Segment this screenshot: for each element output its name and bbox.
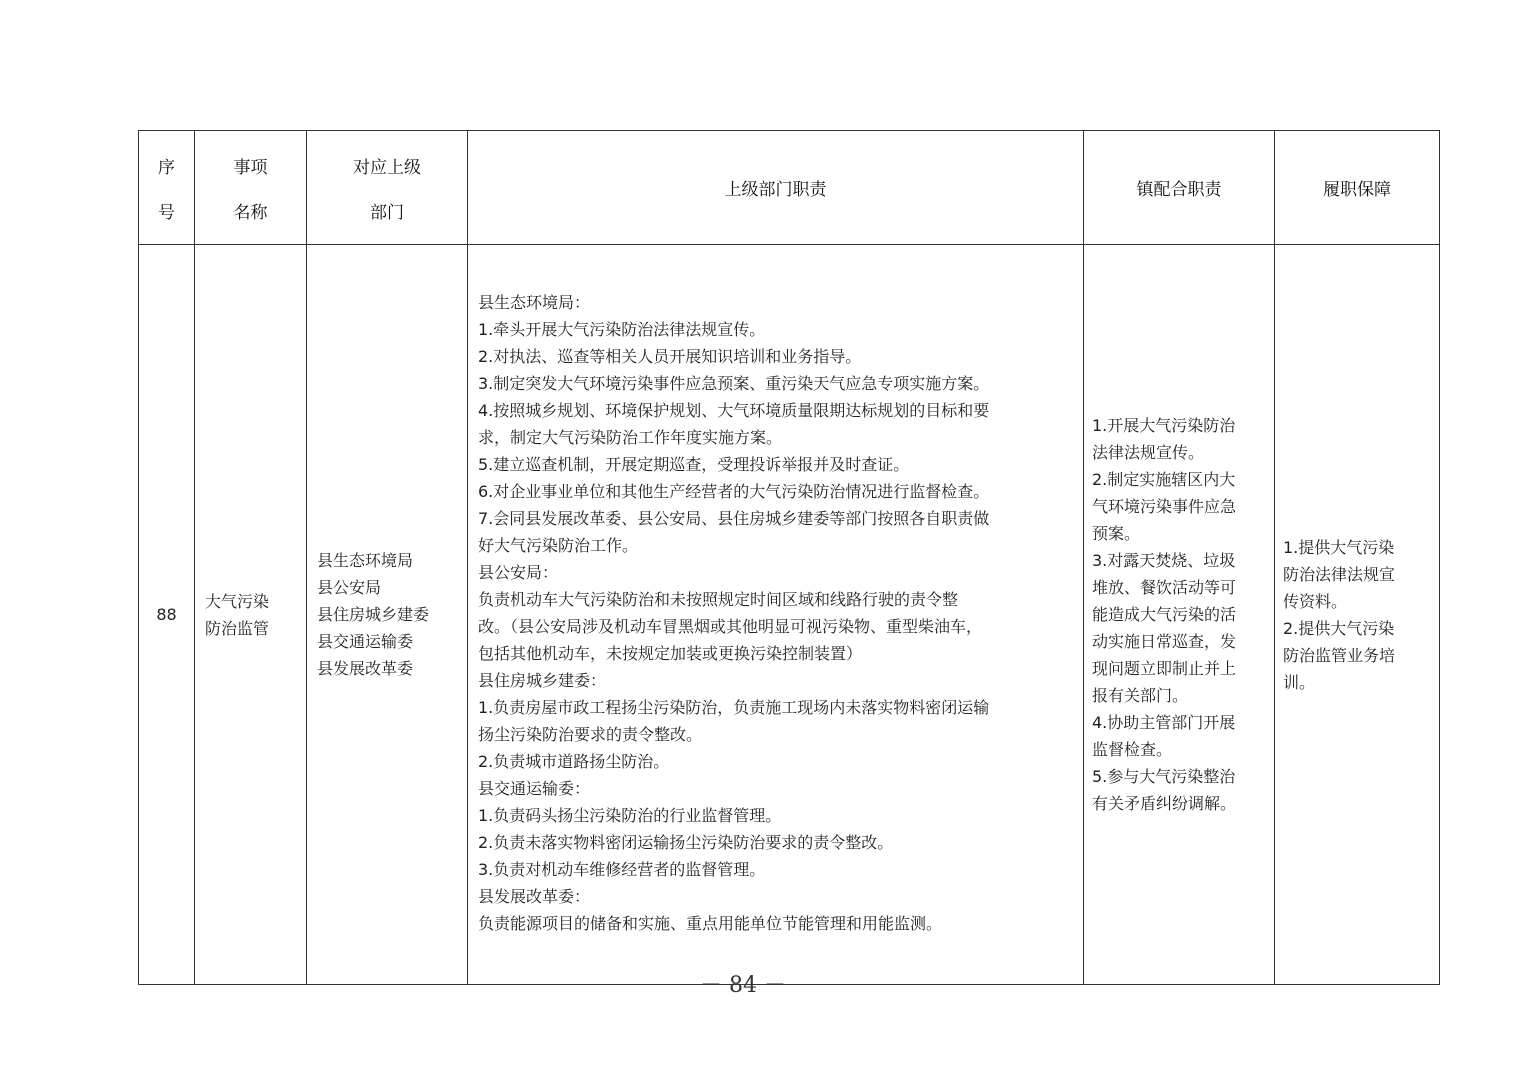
row-dept-cell (307, 245, 468, 985)
table-row (139, 245, 1440, 985)
header-seq-line1: 序 (158, 157, 175, 178)
header-dept (307, 131, 468, 245)
header-town: 镇配合职责 (1084, 131, 1275, 245)
row-seq: 88 (139, 245, 195, 985)
header-row (139, 131, 1440, 245)
header-seq-line2: 号 (158, 202, 175, 223)
duty-table (138, 130, 1440, 985)
row-item-cell (195, 245, 307, 985)
row-duty: 县生态环境局： 1.牵头开展大气污染防治法律法规宣传。 2.对执法、巡查等相关人员开展知识培训和业务指导。 3.制定突发大气环境污染事件应急预案、重污染天气应急专项实施方案。 4.按照城乡规划、环境保护规划、大气环境质量限期达标规划的目标和要 求，制定大气污染防治工作年度实施方案。 5.建立巡查机制，开展定期巡查，受理投诉举报并及时查证。 6.对企业事业单位和其他生产经营者的大气污染防治情况进行监督检查。 7.会同县发展改革委、县公安局、县住房城乡建委等部门按照各自职责做 好大气污染防治工作。 县公安局： 负责机动车大气污染防治和未按照规定时间区域和线路行驶的责令整 改。（县公安局涉及机动车冒黑烟或其他明显可视污染物、重型柴油车， 包括其他机动车，未按规定加装或更换污染控制装置） 县住房城乡建委： 1.负责房屋市政工程扬尘污染防治，负责施工现场内未落实物料密闭运输 扬尘污染防治要求的责令整改。 2.负责城市道路扬尘防治。 县交通运输委： 1.负责码头扬尘污染防治的行业监督管理。 2.负责未落实物料密闭运输扬尘污染防治要求的责令整改。 3.负责对机动车维修经营者的监督管理。 县发展改革委： 负责能源项目的储备和实施、重点用能单位节能管理和用能监测。 (478, 293, 990, 933)
header-dept-line2: 部门 (370, 202, 404, 223)
header-item-line2: 名称 (233, 202, 268, 223)
header-seq (139, 131, 195, 245)
row-item: 大气污染 防治监管 (205, 591, 270, 638)
row-dept: 县生态环境局 县公安局 县住房城乡建委 县交通运输委 县发展改革委 (317, 551, 430, 678)
row-guarantee-cell (1275, 245, 1440, 985)
page-number: － 84 － (700, 973, 786, 998)
header-item-line1: 事项 (233, 157, 268, 178)
header-item (195, 131, 307, 245)
header-guarantee: 履职保障 (1275, 131, 1440, 245)
row-guarantee: 1.提供大气污染 防治法律法规宣 传资料。 2.提供大气污染 防治监管业务培 训。 (1283, 537, 1396, 692)
header-duty: 上级部门职责 (468, 131, 1084, 245)
row-duty-cell (468, 245, 1084, 985)
row-town-cell (1084, 245, 1275, 985)
row-town: 1.开展大气污染防治 法律法规宣传。 2.制定实施辖区内大 气环境污染事件应急 预案。 3.对露天焚烧、垃圾 堆放、餐饮活动等可 能造成大气污染的活 动实施日常巡查，发 现问题立即制止并上 报有关部门。 4.协助主管部门开展 监督检查。 5.参与大气污染整治 有关矛盾纠纷调解。 (1092, 416, 1237, 813)
header-dept-line1: 对应上级 (353, 157, 421, 178)
